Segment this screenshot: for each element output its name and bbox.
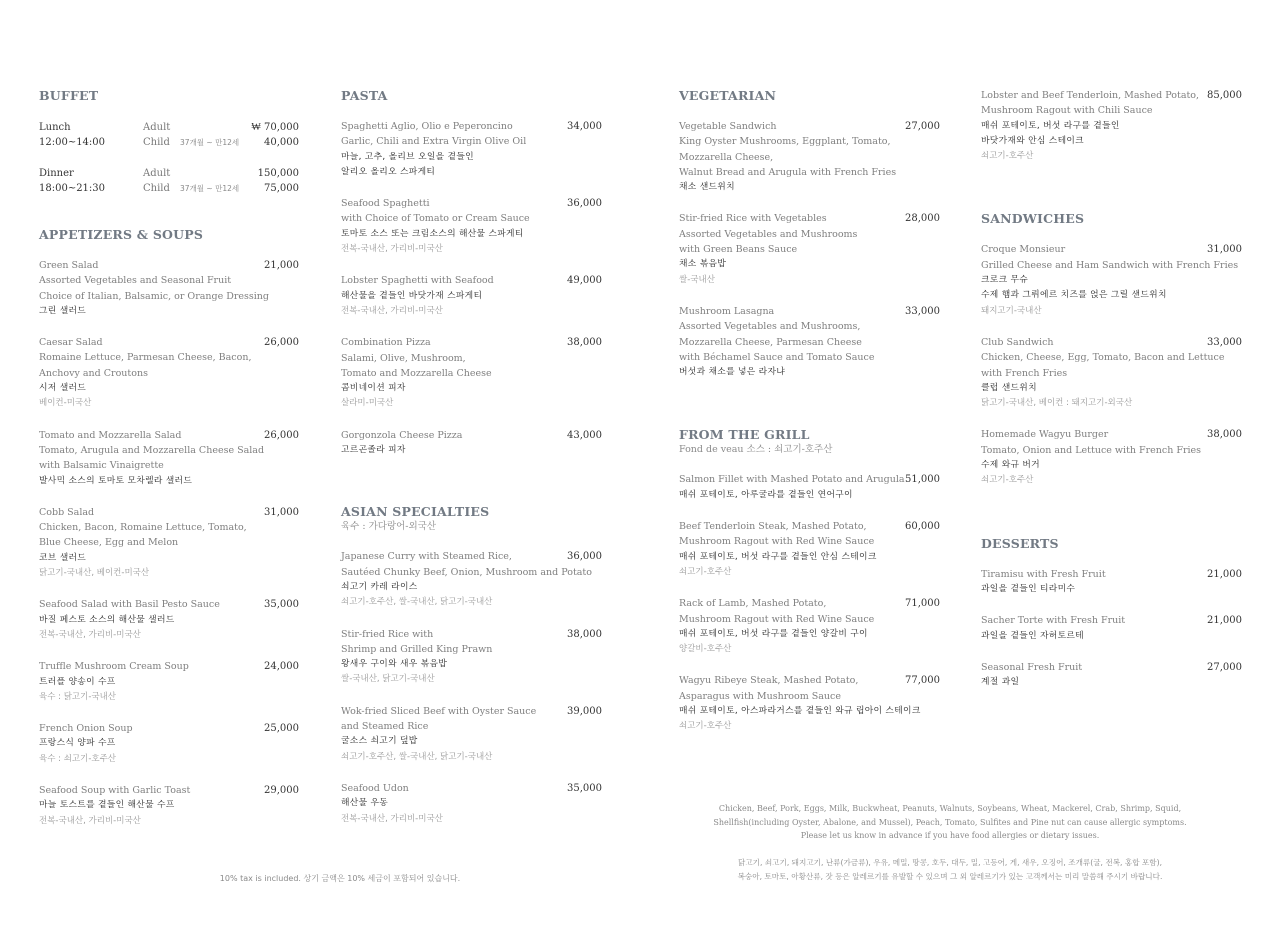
item-desc: Salami, Olive, Mushroom,	[341, 352, 466, 364]
item-desc: Garlic, Chili and Extra Virgin Olive Oil	[341, 136, 527, 148]
buffet-meal: Lunch	[39, 122, 71, 133]
item-korean: 바질 페스토 소스의 해산물 샐러드	[39, 614, 175, 625]
menu-item	[341, 704, 602, 765]
item-desc: Sautéed Chunky Beef, Onion, Mushroom and Potato	[341, 566, 592, 578]
section-note: 육수 : 가다랑어-외국산	[341, 521, 437, 533]
asian-list	[341, 549, 602, 826]
item-name: Stir-fried Rice with	[341, 628, 434, 640]
section-title-sandwiches: SANDWICHES	[981, 211, 1085, 227]
item-korean: 왕새우 구이와 새우 볶음밥	[341, 659, 448, 670]
tax-note: 10% tax is included. 상기 금액은 10% 세금이 포함되어 있습니다.	[219, 874, 461, 883]
item-name: Japanese Curry with Steamed Rice,	[341, 551, 512, 563]
menu-item	[341, 627, 602, 688]
item-price: 24,000	[264, 661, 299, 673]
section-title-pasta: PASTA	[341, 88, 388, 103]
item-korean: 고르곤졸라 피자	[341, 445, 406, 456]
buffet-price: 40,000	[264, 137, 299, 148]
menu-item	[981, 613, 1242, 644]
item-name: Croque Monsieur	[981, 244, 1066, 256]
menu-item	[341, 549, 602, 610]
item-price: 21,000	[264, 260, 299, 271]
item-korean: 매쉬 포테이토, 아루굴라를 곁들인 연어구이	[679, 489, 853, 500]
item-price: 36,000	[567, 198, 602, 210]
buffet-row	[39, 120, 299, 135]
item-price: 38,000	[567, 628, 602, 640]
item-desc: with French Fries	[981, 367, 1068, 379]
item-korean: 굴소스 쇠고기 덮밥	[341, 736, 418, 747]
menu-item	[341, 335, 602, 411]
item-price: 35,000	[567, 782, 602, 794]
item-desc: Mozzarella Cheese,	[679, 151, 774, 163]
buffet-table	[39, 120, 299, 196]
item-price: 28,000	[905, 213, 940, 225]
item-desc: Assorted Vegetables and Mushrooms,	[679, 321, 861, 333]
item-price: 27,000	[905, 121, 940, 132]
item-desc: Chicken, Cheese, Egg, Tomato, Bacon and Lettuce	[981, 352, 1225, 364]
menu-item	[341, 119, 602, 180]
item-korean: 수제 와규 버거	[981, 460, 1040, 471]
buffet-price: 75,000	[264, 183, 299, 194]
item-price: 33,000	[1207, 336, 1242, 348]
item-price: 36,000	[567, 551, 602, 563]
item-korean: 매쉬 포테이토, 버섯 라구를 곁들인 안심 스테이크	[679, 551, 877, 562]
buffet-row	[39, 166, 299, 181]
item-origin: 살라미-미국산	[341, 398, 394, 409]
item-price: 85,000	[1207, 90, 1242, 101]
item-korean: 프랑스식 양파 수프	[39, 738, 116, 749]
menu-item	[981, 335, 1242, 411]
item-price: 77,000	[905, 675, 940, 687]
item-korean: 시저 샐러드	[39, 383, 87, 394]
allergy-line: Shellfish(including Oyster, Abalone, and Mussel), Peach, Tomato, Sulfites and Pine nut can cause allergic symptoms.	[713, 817, 1187, 827]
item-price: 39,000	[567, 705, 602, 717]
item-price: 31,000	[264, 506, 299, 518]
item-desc: Tomato, Onion and Lettuce with French Fries	[981, 444, 1202, 456]
item-desc: Asparagus with Mushroom Sauce	[679, 690, 841, 702]
allergy-note-ko	[690, 856, 1210, 883]
item-price: 43,000	[567, 429, 602, 441]
buffet-meal: 12:00~14:00	[39, 137, 106, 148]
buffet-row	[39, 181, 299, 196]
item-origin: 육수 : 쇠고기-호주산	[39, 753, 117, 764]
item-name: Homemade Wagyu Burger	[981, 429, 1109, 441]
menu-item	[679, 519, 940, 580]
menu-item	[679, 304, 940, 380]
buffet-meal: Dinner	[39, 168, 74, 179]
item-name: Lobster and Beef Tenderloin, Mashed Potato,	[981, 90, 1200, 101]
item-desc: Mushroom Ragout with Chili Sauce	[981, 105, 1153, 117]
menu-item	[39, 597, 299, 643]
pasta-list	[341, 119, 602, 458]
item-price: 26,000	[264, 429, 299, 441]
item-price: 38,000	[1207, 429, 1242, 441]
item-korean: 토마토 소스 또는 크림소스의 해산물 스파게티	[341, 228, 524, 239]
section-title-vegetarian: VEGETARIAN	[679, 88, 777, 103]
item-korean: 계절 과일	[981, 677, 1020, 688]
item-name: Spaghetti Aglio, Olio e Peperoncino	[341, 121, 513, 132]
item-origin: 전복-국내산, 가리비-미국산	[341, 305, 443, 316]
buffet-type: Child	[143, 183, 170, 194]
column-4	[981, 88, 1242, 690]
item-price: 31,000	[1207, 244, 1242, 256]
item-name: Tomato and Mozzarella Salad	[39, 429, 182, 441]
item-origin: 쇠고기-호주산	[679, 566, 732, 577]
item-korean: 매쉬 포테이토, 버섯 라구를 곁들인 양갈비 구이	[679, 628, 868, 639]
item-korean: 코브 샐러드	[39, 552, 87, 563]
item-desc: King Oyster Mushrooms, Eggplant, Tomato,	[679, 136, 891, 148]
item-price: 38,000	[567, 337, 602, 349]
item-origin: 쇠고기-호주산	[981, 151, 1034, 162]
menu-item	[341, 781, 602, 827]
item-korean: 버섯과 채소를 넣은 라자냐	[679, 367, 786, 378]
item-price: 26,000	[264, 337, 299, 349]
item-name: Beef Tenderloin Steak, Mashed Potato,	[679, 521, 867, 533]
item-name: Wagyu Ribeye Steak, Mashed Potato,	[679, 675, 859, 687]
appetizer-list	[39, 258, 299, 829]
item-origin: 닭고기-국내산, 베이컨-미국산	[39, 568, 150, 579]
item-desc: Romaine Lettuce, Parmesan Cheese, Bacon,	[39, 352, 252, 364]
item-price: 60,000	[905, 521, 940, 533]
item-name: Stir-fried Rice with Vegetables	[679, 213, 827, 225]
item-name: Seafood Soup with Garlic Toast	[39, 785, 191, 797]
menu-item	[39, 659, 299, 705]
sandwich-list	[981, 242, 1242, 488]
section-title-buffet: BUFFET	[39, 88, 99, 103]
item-korean: 쇠고기 카레 라이스	[341, 581, 418, 592]
buffet-price: ₩ 70,000	[251, 122, 299, 133]
item-korean: 바닷가재와 안심 스테이크	[981, 135, 1084, 146]
item-name: Seafood Udon	[341, 782, 409, 794]
item-origin: 닭고기-국내산, 베이컨 : 돼지고기-외국산	[981, 398, 1133, 409]
buffet-type: Child	[143, 137, 170, 148]
menu-item	[981, 567, 1242, 598]
item-name: Gorgonzola Cheese Pizza	[341, 429, 463, 441]
menu-item	[341, 428, 602, 459]
item-korean: 채소 샌드위치	[679, 182, 735, 193]
item-name: Lobster Spaghetti with Seafood	[341, 275, 494, 287]
item-price: 34,000	[567, 121, 602, 132]
item-origin: 쇠고기-호주산, 쌀-국내산, 닭고기-국내산	[341, 597, 493, 608]
section-title-appetizers: APPETIZERS & SOUPS	[39, 227, 204, 242]
item-desc: Shrimp and Grilled King Prawn	[341, 643, 493, 655]
menu-item	[39, 428, 299, 489]
item-korean: 매쉬 포테이토, 아스파라거스를 곁들인 와규 립아이 스테이크	[679, 706, 921, 717]
item-name: Tiramisu with Fresh Fruit	[981, 568, 1106, 580]
item-desc: Chicken, Bacon, Romaine Lettuce, Tomato,	[39, 522, 247, 534]
item-price: 21,000	[1207, 568, 1242, 580]
item-korean: 채소 볶음밥	[679, 259, 727, 270]
item-name: Mushroom Lasagna	[679, 305, 775, 317]
item-desc: Blue Cheese, Egg and Melon	[39, 537, 179, 549]
item-name: Seafood Salad with Basil Pesto Sauce	[39, 599, 220, 611]
item-origin: 베이컨-미국산	[39, 398, 92, 409]
item-korean: 과일을 곁들인 티라미수	[981, 583, 1076, 594]
menu-item	[39, 335, 299, 411]
menu-item	[341, 273, 602, 319]
column-1	[39, 88, 299, 829]
section-title-asian: ASIAN SPECIALTIES	[341, 504, 490, 520]
item-desc: Tomato and Mozzarella Cheese	[341, 367, 492, 379]
item-korean: 크로크 무슈	[981, 275, 1029, 286]
item-name: Club Sandwich	[981, 336, 1054, 348]
item-korean: 과일을 곁들인 자허토르테	[981, 630, 1084, 641]
menu-item	[981, 242, 1242, 318]
item-name: Seasonal Fresh Fruit	[981, 661, 1083, 673]
menu-item	[679, 472, 940, 503]
menu-item	[39, 783, 299, 829]
item-name: Sacher Torte with Fresh Fruit	[981, 615, 1126, 627]
column-3	[679, 88, 940, 735]
item-origin: 쇠고기-호주산	[981, 475, 1034, 486]
allergy-line: Please let us know in advance if you have food allergies or dietary issues.	[800, 831, 1100, 840]
allergy-line: 닭고기, 쇠고기, 돼지고기, 난류(가금류), 우유, 메밀, 땅콩, 호두, 대두, 밀, 고등어, 게, 새우, 오징어, 조개류(굴, 전복, 홍합 포함),	[737, 858, 1163, 867]
buffet-meal: 18:00~21:30	[39, 183, 106, 194]
item-desc: with Choice of Tomato or Cream Sauce	[341, 213, 530, 225]
menu-item	[679, 211, 940, 287]
item-price: 51,000	[905, 474, 940, 486]
item-desc: with Balsamic Vinaigrette	[39, 460, 164, 472]
item-price: 35,000	[264, 599, 299, 611]
item-name: Salmon Fillet with Mashed Potato and Arugula	[679, 474, 905, 486]
buffet-age: 37개월 ~ 만12세	[180, 138, 240, 147]
item-price: 27,000	[1207, 661, 1242, 673]
item-origin: 돼지고기-국내산	[981, 305, 1042, 316]
item-desc: Choice of Italian, Balsamic, or Orange Dressing	[39, 290, 270, 302]
item-price: 29,000	[264, 785, 299, 797]
item-name: Seafood Spaghetti	[341, 198, 430, 210]
item-price: 21,000	[1207, 615, 1242, 627]
menu-item	[981, 427, 1242, 488]
menu-item	[679, 596, 940, 657]
item-name: Rack of Lamb, Mashed Potato,	[679, 598, 827, 610]
item-desc: Assorted Vegetables and Seasonal Fruit	[39, 275, 232, 287]
item-price: 71,000	[905, 598, 940, 610]
allergy-line: 복숭아, 토마토, 아황산류, 잣 등은 알레르기를 유발할 수 있으며 그 외 알레르기가 있는 고객께서는 미리 말씀해 주시기 바랍니다.	[737, 871, 1163, 881]
item-name: Cobb Salad	[39, 506, 95, 518]
menu-item	[341, 196, 602, 257]
item-korean: 해산물을 곁들인 바닷가재 스파게티	[341, 290, 483, 301]
item-korean: 해산물 우동	[341, 798, 389, 809]
menu-item	[39, 505, 299, 581]
item-korean: 그린 샐러드	[39, 305, 87, 316]
item-korean: 트러플 양송이 수프	[39, 676, 116, 687]
item-name: French Onion Soup	[39, 723, 133, 735]
item-desc: Anchovy and Croutons	[39, 367, 148, 379]
item-origin: 육수 : 닭고기-국내산	[39, 691, 117, 702]
item-name: Green Salad	[39, 260, 99, 271]
menu-item	[39, 258, 299, 319]
item-origin: 쇠고기-호주산, 쌀-국내산, 닭고기-국내산	[341, 751, 493, 762]
item-price: 49,000	[567, 275, 602, 287]
item-name: Caesar Salad	[39, 337, 103, 349]
buffet-price: 150,000	[257, 168, 299, 179]
buffet-type: Adult	[143, 168, 171, 179]
item-origin: 전복-국내산, 가리비-미국산	[39, 815, 141, 826]
item-desc: Tomato, Arugula and Mozzarella Cheese Salad	[39, 444, 265, 456]
item-korean: 클럽 샌드위치	[981, 382, 1037, 393]
buffet-age: 37개월 ~ 만12세	[180, 184, 240, 193]
item-name: Combination Pizza	[341, 337, 431, 349]
item-origin: 전복-국내산, 가리비-미국산	[341, 813, 443, 824]
menu-item	[679, 119, 940, 195]
item-korean: 매쉬 포테이토, 버섯 라구를 곁들인	[981, 120, 1120, 131]
item-korean: 알리오 올리오 스파게티	[341, 166, 436, 177]
buffet-row	[39, 135, 299, 150]
section-title-desserts: DESSERTS	[981, 535, 1059, 551]
item-desc: Walnut Bread and Arugula with French Fries	[679, 166, 897, 178]
menu-item	[679, 673, 940, 734]
item-desc: Mushroom Ragout with Red Wine Sauce	[679, 536, 875, 548]
allergy-note-en	[700, 802, 1200, 843]
menu-item	[981, 88, 1242, 164]
buffet-type: Adult	[143, 122, 171, 133]
vegetarian-list	[679, 119, 940, 380]
item-origin: 전복-국내산, 가리비-미국산	[341, 244, 443, 255]
item-desc: Assorted Vegetables and Mushrooms	[679, 228, 858, 240]
item-desc: Mushroom Ragout with Red Wine Sauce	[679, 613, 875, 625]
item-name: Wok-fried Sliced Beef with Oyster Sauce	[341, 705, 537, 717]
item-desc: and Steamed Rice	[341, 721, 429, 733]
section-note: Fond de veau 소스 : 쇠고기-호주산	[679, 444, 833, 456]
item-price: 33,000	[905, 305, 940, 317]
item-origin: 전복-국내산, 가리비-미국산	[39, 629, 141, 640]
column-2	[341, 88, 602, 827]
item-korean: 콤비네이션 피자	[341, 383, 406, 394]
menu-item	[981, 660, 1242, 691]
dessert-list	[981, 567, 1242, 691]
item-desc: Mozzarella Cheese, Parmesan Cheese	[679, 336, 862, 348]
item-desc: with Green Beans Sauce	[679, 244, 798, 256]
item-desc: with Béchamel Sauce and Tomato Sauce	[679, 351, 875, 363]
item-origin: 쇠고기-호주산	[679, 721, 732, 732]
item-korean: 발사믹 소스의 토마토 모차렐라 샐러드	[39, 475, 193, 486]
item-desc: Grilled Cheese and Ham Sandwich with French Fries	[981, 259, 1239, 271]
item-korean: 수제 햄과 그뤼에르 치즈를 얹은 그릴 샌드위치	[981, 290, 1167, 301]
item-origin: 쌀-국내산, 닭고기-국내산	[341, 674, 435, 685]
allergy-line: Chicken, Beef, Pork, Eggs, Milk, Buckwheat, Peanuts, Walnuts, Soybeans, Wheat, Mackerel, Crab, Shrimp, Squid,	[718, 804, 1182, 813]
menu-item	[39, 721, 299, 767]
item-price: 25,000	[264, 723, 299, 735]
item-origin: 쌀-국내산	[679, 274, 715, 285]
item-name: Truffle Mushroom Cream Soup	[39, 661, 189, 673]
item-korean: 마늘, 고추, 올리브 오일을 곁들인	[341, 151, 474, 162]
grill-list	[679, 472, 940, 734]
item-origin: 양갈비-호주산	[679, 644, 732, 655]
item-name: Vegetable Sandwich	[679, 121, 777, 132]
item-korean: 마늘 토스트를 곁들인 해산물 수프	[39, 800, 175, 811]
section-title-grill: FROM THE GRILL	[679, 427, 810, 443]
